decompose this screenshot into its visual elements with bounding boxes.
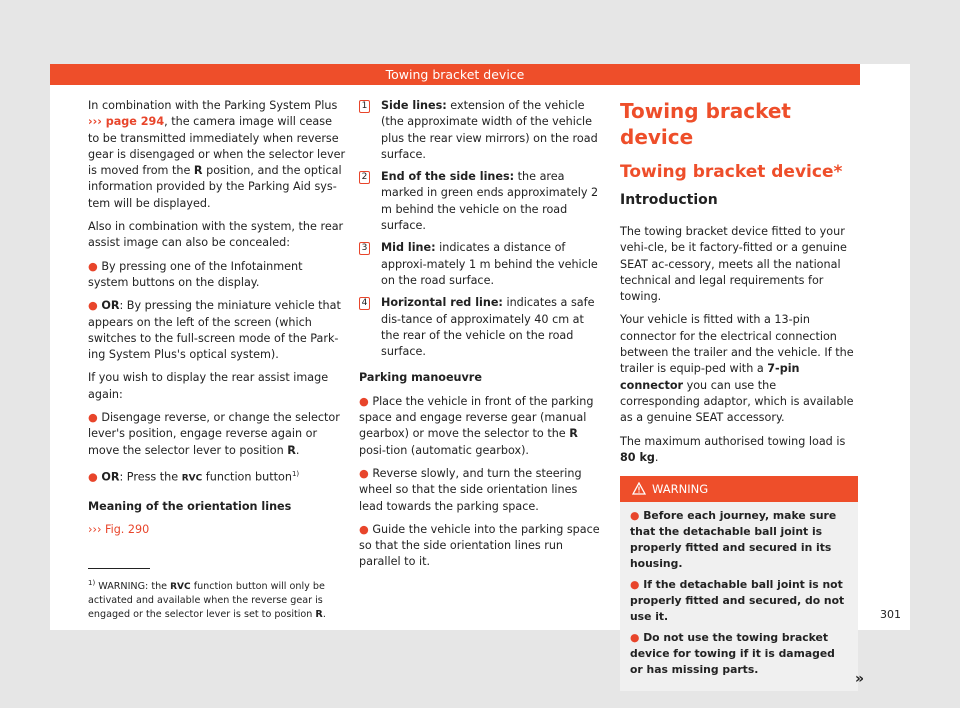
footnote-ref: 1)	[291, 469, 300, 478]
warning-title: WARNING	[652, 482, 709, 497]
text: In combination with the Parking System Plus	[88, 99, 338, 112]
numbered-item	[359, 295, 601, 360]
item-title: Horizontal red line:	[381, 296, 503, 310]
list-item	[88, 298, 346, 363]
continue-marker: »	[854, 671, 864, 688]
page-header: Towing bracket device	[50, 64, 860, 85]
item-text: indicates a distance of approxi-mately 1 m behind the vehicle on the road surface.	[381, 241, 598, 287]
item-title: Mid line:	[381, 241, 436, 255]
chapter-title: Towing bracket device*	[620, 162, 843, 182]
text: By pressing one of the Infotainment system buttons on the display.	[88, 259, 303, 289]
text: .	[654, 450, 659, 464]
text: Your vehicle is fitted with a 13-pin connector for the electrical connection between the trailer and the vehicle. If the trailer is equip-ped with a	[620, 313, 854, 376]
gear-label: R	[315, 609, 323, 621]
numbered-item	[359, 240, 601, 289]
footnote	[88, 576, 344, 622]
gear-label: R	[569, 427, 578, 441]
text: : Press the	[119, 470, 182, 484]
bullet-icon: ●	[88, 411, 102, 425]
list-item	[88, 410, 346, 459]
text: The maximum authorised towing load is	[620, 434, 846, 448]
numbered-list	[359, 98, 601, 360]
section-heading: Parking manoeuvre	[359, 371, 482, 385]
text: OR	[101, 299, 120, 313]
gear-label: R	[287, 443, 296, 457]
text: position, and the optical information provided by the Parking Aid sys-tem will be displayed.	[88, 164, 342, 210]
warning-text: If the detachable ball joint is not properly fitted and secured, do not use it.	[630, 578, 845, 624]
list-item	[88, 466, 346, 487]
text: Place the vehicle in front of the parking space and engage reverse gear (manual gearbox) or move the selector to the	[359, 394, 594, 441]
page-number: 301	[880, 608, 901, 621]
bullet-icon: ●	[88, 299, 102, 313]
section-title: Towing bracket device	[620, 99, 791, 149]
list-item	[88, 259, 346, 292]
page-link[interactable]: ››› page 294	[88, 115, 165, 129]
warning-box	[620, 476, 864, 691]
subsection-title: Introduction	[620, 192, 718, 208]
warning-text: Do not use the towing bracket device for towing if it is damaged or has missing parts.	[630, 631, 835, 677]
bullet-icon: ●	[88, 470, 102, 484]
bullet-icon: ●	[630, 509, 644, 523]
footnote-divider	[88, 568, 150, 569]
rvc-label: RVC	[170, 582, 191, 593]
item-title: End of the side lines:	[381, 170, 515, 184]
text: Disengage reverse, or change the selector lever's position, engage reverse again or move the selector lever to position	[88, 411, 340, 457]
text: function button will only be activated and available when the reverse gear is engaged or the selector lever is set to position	[88, 581, 325, 621]
paragraph: Also in combination with the system, the rear assist image can also be concealed:	[88, 220, 344, 250]
footnote-ref: 1)	[88, 579, 96, 587]
item-text: the area marked in green ends approximately 2 m behind the vehicle on the road surface.	[381, 170, 599, 233]
text: 7-pin connector	[620, 362, 800, 392]
bullet-icon: ●	[359, 522, 373, 536]
warning-header	[620, 476, 858, 502]
text: Reverse slowly, and turn the steering wheel so that the side orientation lines lead towards the parking space.	[359, 466, 582, 513]
number-badge: 2	[359, 171, 370, 184]
column-left	[88, 98, 346, 546]
number-badge: 1	[359, 100, 370, 113]
warning-text: Before each journey, make sure that the detachable ball joint is properly fitted and secured in its housing.	[630, 509, 837, 571]
text: .	[322, 609, 326, 621]
paragraph	[620, 312, 858, 426]
warning-item	[630, 577, 848, 625]
bullet-icon: ●	[630, 631, 644, 645]
list-item	[359, 394, 601, 459]
bullet-icon: ●	[88, 259, 102, 273]
warning-icon	[632, 482, 646, 495]
text: 80 kg	[620, 450, 655, 464]
item-text: extension of the vehicle (the approximate width of the vehicle plus the rear view mirrors) on the road surface.	[381, 99, 598, 161]
text: WARNING: the	[95, 581, 171, 593]
paragraph	[88, 98, 346, 212]
item-text: indicates a safe dis-tance of approximately 40 cm at the rear of the vehicle on the road surface.	[381, 296, 595, 359]
figure-link[interactable]: ››› Fig. 290	[88, 523, 150, 537]
bullet-icon: ●	[630, 578, 644, 592]
rvc-label: RVC	[181, 473, 203, 484]
paragraph: If you wish to display the rear assist image again:	[88, 371, 329, 401]
text: Guide the vehicle into the parking space so that the side orientation lines run parallel to it.	[359, 522, 600, 569]
column-right	[620, 98, 864, 691]
warning-item	[630, 630, 848, 678]
text: .	[295, 443, 300, 457]
section-heading: Meaning of the orientation lines	[88, 499, 292, 513]
number-badge: 4	[359, 297, 370, 310]
warning-list	[630, 508, 848, 678]
bullet-icon: ●	[359, 466, 373, 480]
text: , the camera image will cease to be transmitted immediately when reverse gear is disengaged or when the selector lever is moved from the	[88, 115, 346, 178]
numbered-item	[359, 169, 601, 234]
text: OR	[101, 470, 120, 484]
warning-item	[630, 508, 848, 572]
gear-label: R	[193, 164, 203, 178]
text: : By pressing the miniature vehicle that appears on the left of the screen (which switches to the full-screen mode of the Park-ing System Plus's optical system).	[88, 299, 341, 362]
bullet-icon: ●	[359, 394, 373, 408]
paragraph: The towing bracket device fitted to your vehi-cle, be it factory-fitted or a genuine SEAT ac-cessory, meets all the national technical and legal requirements for towing.	[620, 225, 847, 304]
numbered-item	[359, 98, 601, 163]
paragraph	[620, 434, 858, 467]
item-title: Side lines:	[381, 99, 447, 112]
text: you can use the corresponding adaptor, which is available as a genuine SEAT accessory.	[620, 378, 854, 425]
column-middle	[359, 98, 601, 578]
list-item	[359, 522, 601, 571]
text: posi-tion (automatic gearbox).	[359, 443, 529, 457]
text: function button	[202, 470, 292, 484]
number-badge: 3	[359, 242, 370, 255]
list-item	[359, 466, 601, 515]
